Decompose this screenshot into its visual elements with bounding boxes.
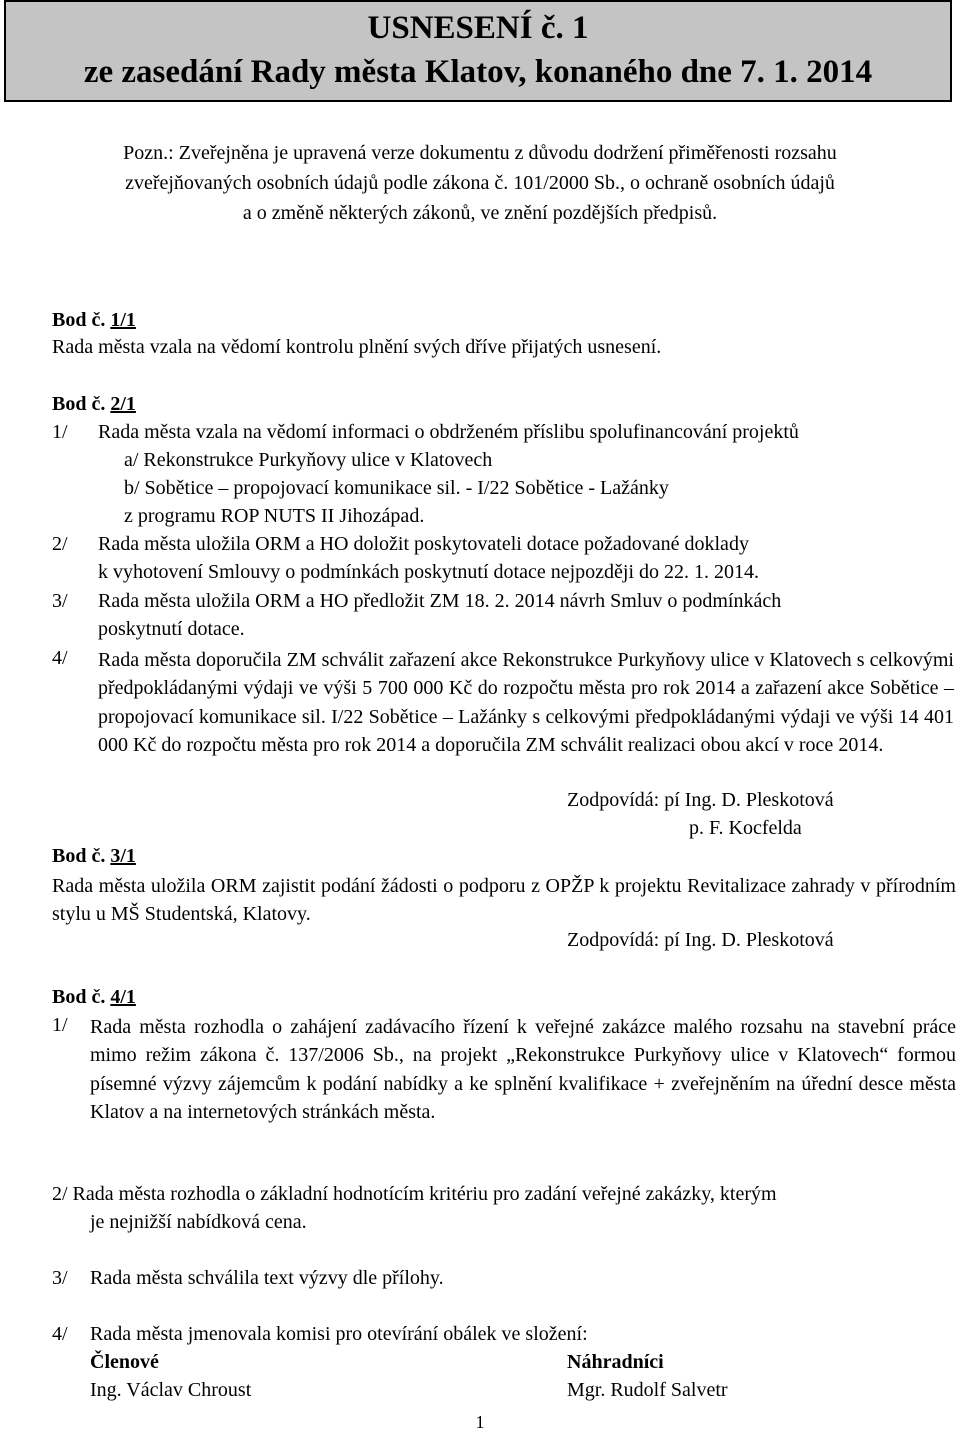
bod-3-1-text: Rada města uložila ORM zajistit podání žádosti o podporu z OPŽP k projektu Revitalizace zahrady v přírodním stylu u MŠ Studentská, Klatovy.	[52, 875, 956, 926]
bod-4-1-item-2-line-1: 2/ Rada města rozhodla o základní hodnotícím kritériu pro zadání veřejné zakázky, kterým	[52, 1183, 777, 1205]
resolution-title: USNESENÍ č. 1	[367, 10, 589, 46]
bod-2-1-item-1-b: b/ Sobětice – propojovací komunikace sil. - I/22 Sobětice - Lažánky	[124, 477, 669, 499]
resolution-title-box	[4, 0, 952, 102]
bod-4-1-item-4-text: Rada města jmenovala komisi pro otevírání obálek ve složení:	[90, 1323, 588, 1345]
substitute-name: Mgr. Rudolf Salvetr	[567, 1379, 728, 1401]
publication-note	[0, 138, 960, 228]
bod-2-1-item-2-number: 2/	[52, 533, 68, 555]
bod-2-1-responsible-1: Zodpovídá: pí Ing. D. Pleskotová	[567, 789, 834, 811]
bod-2-1-item-2-line-1: Rada města uložila ORM a HO doložit poskytovateli dotace požadované doklady	[98, 533, 749, 555]
bod-2-1-responsible-2: p. F. Kocfelda	[689, 817, 802, 839]
bod-4-1-item-2-line-2: je nejnižší nabídková cena.	[90, 1211, 307, 1233]
bod-2-1-item-1-number: 1/	[52, 421, 68, 443]
bod-4-1-item-3-text: Rada města schválila text výzvy dle přílohy.	[90, 1267, 444, 1289]
meeting-subtitle: ze zasedání Rady města Klatov, konaného dne 7. 1. 2014	[83, 54, 873, 90]
bod-3-1-responsible: Zodpovídá: pí Ing. D. Pleskotová	[567, 929, 834, 951]
members-header: Členové	[90, 1351, 159, 1373]
bod-2-1-item-3-line-2: poskytnutí dotace.	[98, 618, 245, 640]
bod-1-1-heading: Bod č. 1/1	[52, 309, 136, 331]
bod-2-1-item-1-text: Rada města vzala na vědomí informaci o obdrženém příslibu spolufinancování projektů	[98, 421, 799, 443]
member-name: Ing. Václav Chroust	[90, 1379, 252, 1401]
bod-4-1-item-4-number: 4/	[52, 1323, 68, 1345]
bod-2-1-item-1-c: z programu ROP NUTS II Jihozápad.	[124, 505, 425, 527]
page-number: 1	[475, 1412, 485, 1432]
bod-2-1-item-3-line-1: Rada města uložila ORM a HO předložit ZM 18. 2. 2014 návrh Smluv o podmínkách	[98, 590, 782, 612]
bod-3-1-heading: Bod č. 3/1	[52, 845, 136, 867]
bod-1-1-text: Rada města vzala na vědomí kontrolu plnění svých dříve přijatých usnesení.	[52, 336, 662, 358]
bod-2-1-item-4-number: 4/	[52, 647, 68, 669]
bod-4-1-heading: Bod č. 4/1	[52, 986, 136, 1008]
bod-2-1-heading: Bod č. 2/1	[52, 393, 136, 415]
bod-4-1-item-1-number: 1/	[52, 1014, 68, 1036]
bod-2-1-item-3-number: 3/	[52, 590, 68, 612]
bod-2-1-item-2-line-2: k vyhotovení Smlouvy o podmínkách poskytnutí dotace nejpozději do 22. 1. 2014.	[98, 561, 760, 583]
note-line-3: a o změně některých zákonů, ve znění pozdějších předpisů.	[242, 202, 718, 224]
bod-2-1-item-4-text: Rada města doporučila ZM schválit zařazení akce Rekonstrukce Purkyňovy ulice v Klatovech s celkovými předpokládanými výdaji ve výši 5 700 000 Kč do rozpočtu města pro rok 2014 a zařazení akce Sobětice – propojovací komunikace sil. I/22 Sobětice – Lažánky s celkovými předpokládanými výdaji ve výši 14 401 000 Kč do rozpočtu města pro rok 2014 a doporučila ZM schválit realizaci obou akcí v roce 2014.	[98, 649, 954, 757]
substitutes-header: Náhradníci	[567, 1351, 664, 1373]
bod-4-1-item-3-number: 3/	[52, 1267, 68, 1289]
bod-4-1-item-1-text: Rada města rozhodla o zahájení zadávacího řízení k veřejné zakázce malého rozsahu na stavební práce mimo režim zákona č. 137/2006 Sb., na projekt „Rekonstrukce Purkyňovy ulice v Klatovech“ formou písemné výzvy zájemcům k podání nabídky a ke splnění kvalifikace + zveřejněním na úřední desce města Klatov a na internetových stránkách města.	[90, 1016, 956, 1124]
bod-2-1-item-1-a: a/ Rekonstrukce Purkyňovy ulice v Klatovech	[124, 449, 493, 471]
note-line-2: zveřejňovaných osobních údajů podle zákona č. 101/2000 Sb., o ochraně osobních údajů	[125, 172, 835, 194]
note-line-1: Pozn.: Zveřejněna je upravená verze dokumentu z důvodu dodržení přiměřenosti rozsahu	[123, 142, 837, 164]
